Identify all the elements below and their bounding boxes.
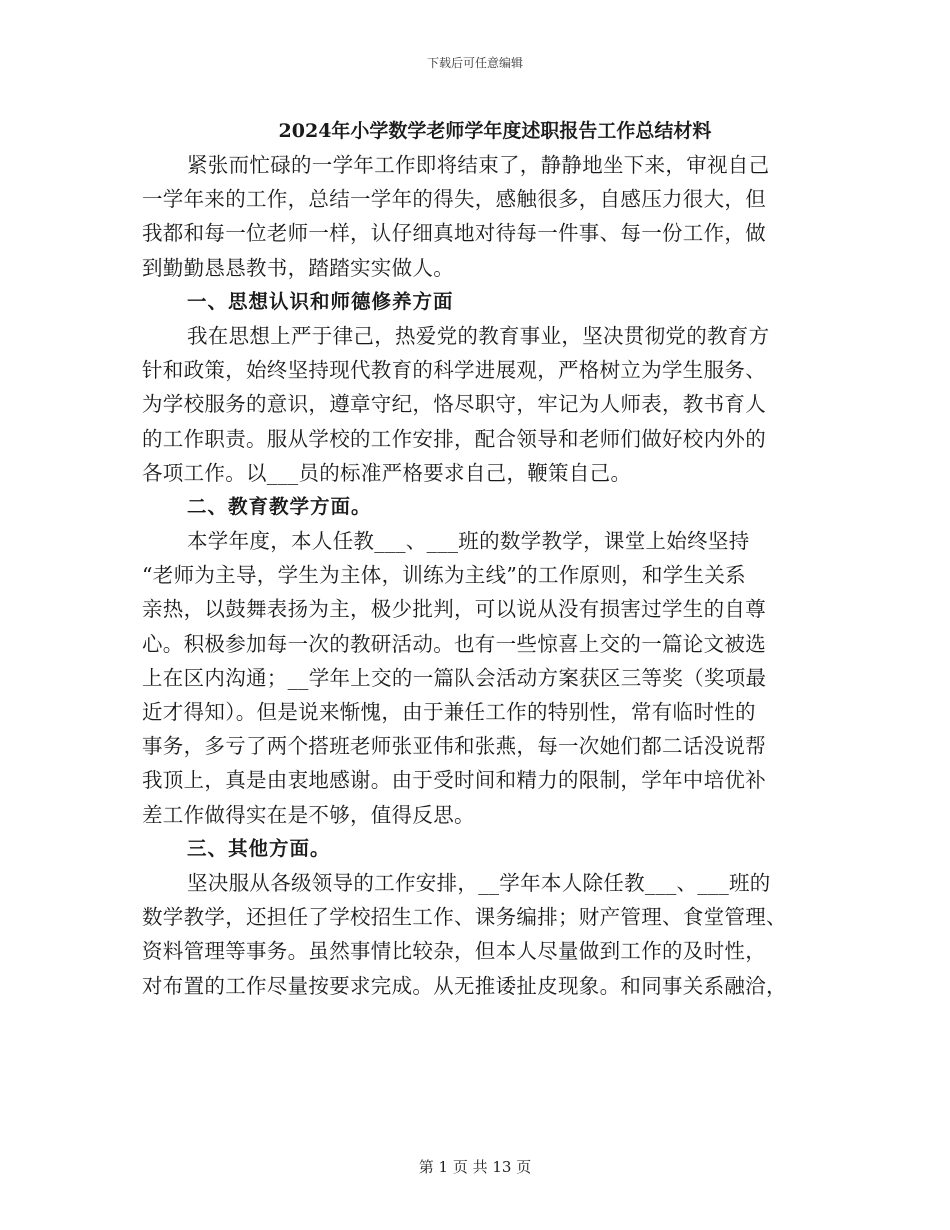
paragraph-line: 对布置的工作尽量按要求完成。从无推诿扯皮现象。和同事关系融洽， xyxy=(142,973,787,998)
paragraph-line: 本学年度，本人任教___、___班的数学教学，课堂上始终坚持 xyxy=(187,529,750,554)
paragraph-line: 的工作职责。服从学校的工作安排，配合领导和老师们做好校内外的 xyxy=(142,426,766,451)
paragraph-line: 近才得知）。但是说来惭愧，由于兼任工作的特别性，常有临时性的 xyxy=(142,700,756,724)
header-note: 下载后可任意编辑 xyxy=(426,56,523,70)
document-body xyxy=(142,148,807,1003)
paragraph-line: 到勤勤恳恳教书，踏踏实实做人。 xyxy=(142,255,454,280)
page-number-footer: 第 1 页 共 13 页 xyxy=(418,1158,532,1176)
paragraph-line: “老师为主导，学生为主体，训练为主线”的工作原则，和学生关系 xyxy=(142,563,746,588)
paragraph-line: 资料管理等事务。虽然事情比较杂，但本人尽量做到工作的及时性， xyxy=(142,939,766,964)
paragraph-line: 坚决服从各级领导的工作安排，__学年本人除任教___、___班的 xyxy=(187,870,771,895)
paragraph-line: 心。积极参加每一次的教研活动。也有一些惊喜上交的一篇论文被选 xyxy=(142,631,766,656)
paragraph-line: 我都和每一位老师一样，认仔细真地对待每一件事、每一份工作，做 xyxy=(142,221,766,246)
paragraph-line: 亲热，以鼓舞表扬为主，极少批判，可以说从没有损害过学生的自尊 xyxy=(142,597,766,622)
paragraph-line: 事务，多亏了两个搭班老师张亚伟和张燕，每一次她们都二话没说帮 xyxy=(142,734,766,759)
paragraph-line: 为学校服务的意识，遵章守纪，恪尽职守，牢记为人师表，教书育人 xyxy=(142,392,766,417)
paragraph-line: 各项工作。以___员的标准严格要求自己，鞭策自己。 xyxy=(142,460,632,485)
paragraph-line: 差工作做得实在是不够，值得反思。 xyxy=(142,802,475,827)
paragraph-line: 我在思想上严于律己，热爱党的教育事业，坚决贯彻党的教育方 xyxy=(187,323,770,348)
paragraph-line: 紧张而忙碌的一学年工作即将结束了，静静地坐下来，审视自己 xyxy=(187,153,770,177)
paragraph-line: 一学年来的工作，总结一学年的得失，感触很多，自感压力很大，但 xyxy=(142,187,766,212)
document-title: 2024年小学数学老师学年度述职报告工作总结材料 xyxy=(278,120,712,142)
section-heading: 二、教育教学方面。 xyxy=(187,494,372,518)
paragraph-line: 数学教学，还担任了学校招生工作、课务编排；财产管理、食堂管理、 xyxy=(142,905,787,930)
section-heading: 一、思想认识和师德修养方面 xyxy=(187,289,454,313)
paragraph-line: 针和政策，始终坚持现代教育的科学进展观，严格树立为学生服务、 xyxy=(142,358,766,383)
paragraph-line: 我顶上，真是由衷地感谢。由于受时间和精力的限制，学年中培优补 xyxy=(142,768,766,793)
section-heading: 三、其他方面。 xyxy=(187,836,331,860)
paragraph-line: 上在区内沟通；__学年上交的一篇队会活动方案获区三等奖（奖项最 xyxy=(142,665,767,690)
